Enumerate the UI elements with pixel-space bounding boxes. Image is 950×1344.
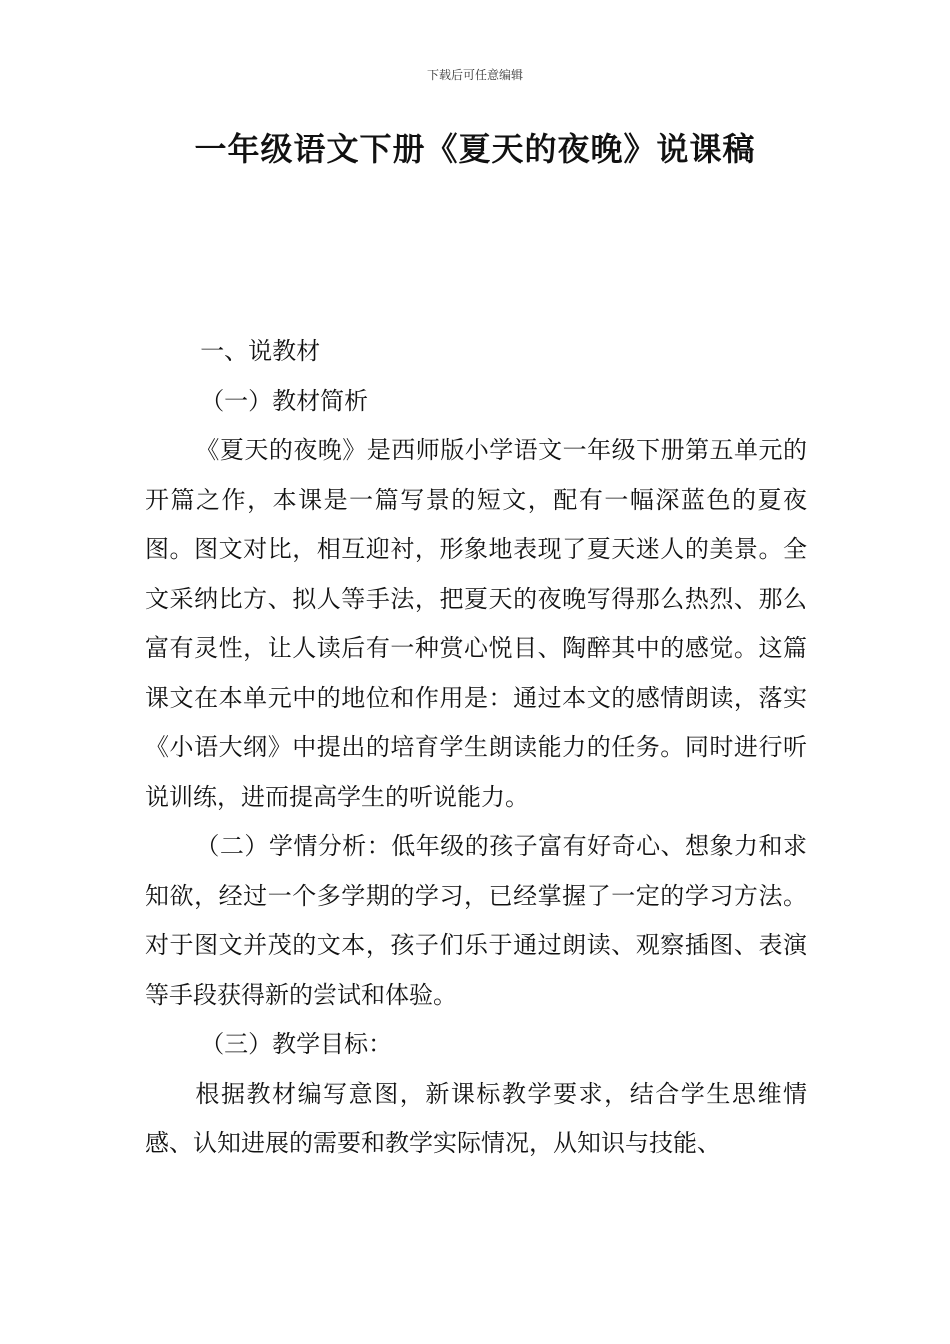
page-header-note: 下载后可任意编辑 [426, 68, 523, 82]
paragraph: （二）学情分析：低年级的孩子富有好奇心、想象力和求知欲，经过一个多学期的学习，已经掌握了一定的学习方法。对于图文并茂的文本，孩子们乐于通过朗读、观察插图、表演等手段获得新的尝试和体验。 [145, 832, 807, 1009]
section-heading: 一、说教材 [200, 337, 321, 365]
paragraph: 根据教材编写意图，新课标教学要求，结合学生思维情感、认知进展的需要和教学实际情况，从知识与技能、 [145, 1079, 807, 1157]
document-body [145, 327, 807, 1169]
subsection-heading: （一）教材简析 [200, 386, 369, 415]
subsection-heading: （三）教学目标： [200, 1030, 393, 1058]
document-title: 一年级语文下册《夏天的夜晚》说课稿 [194, 130, 756, 168]
paragraph: 《夏天的夜晚》是西师版小学语文一年级下册第五单元的开篇之作，本课是一篇写景的短文，配有一幅深蓝色的夏夜图。图文对比，相互迎衬，形象地表现了夏天迷人的美景。全文采纳比方、拟人等手法，把夏天的夜晚写得那么热烈、那么富有灵性，让人读后有一种赏心悦目、陶醉其中的感觉。这篇课文在本单元中的地位和作用是：通过本文的感情朗读，落实《小语大纲》中提出的培育学生朗读能力的任务。同时进行听说训练，进而提高学生的听说能力。 [145, 436, 807, 811]
